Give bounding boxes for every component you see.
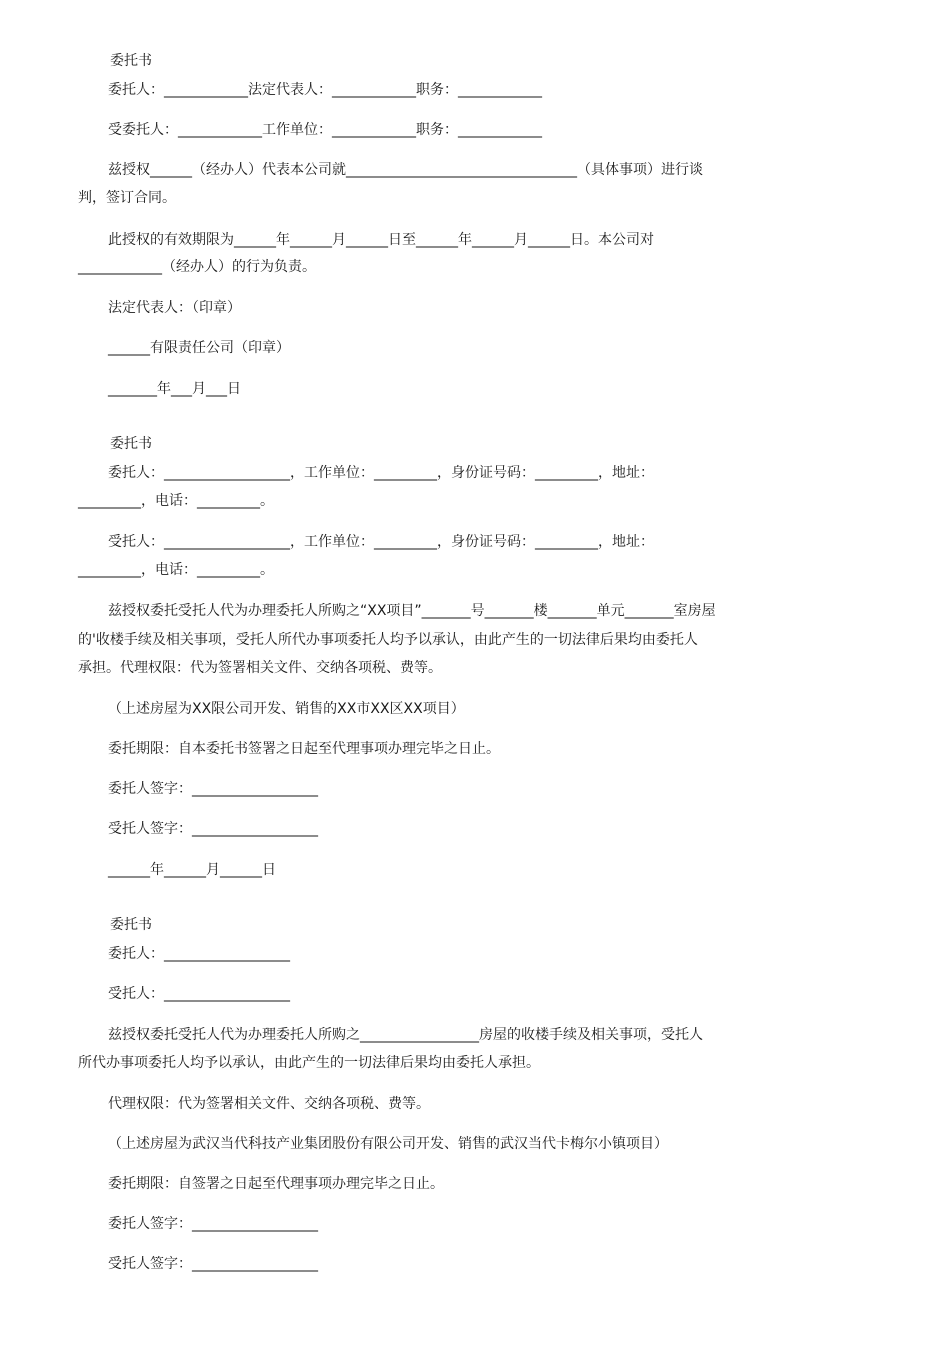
section3-body-line1: 兹授权委托受托人代为办理委托人所购之_________________房屋的收楼手续及相关事项，受托人 [108, 1027, 703, 1043]
section2-date: ______年______月______日 [108, 862, 276, 878]
section1-legal-rep: 法定代表人：（印章） [108, 300, 241, 316]
section2-agent-line2: _________，电话：_________。 [78, 562, 274, 578]
section2-body-line1: 兹授权委托受托人代为办理委托人所购之“XX项目”_______号_______楼_______单元_______室房屋 [108, 603, 716, 619]
section1-auth-line1: 兹授权______（经办人）代表本公司就_________________________________（具体事项）进行谈 [108, 162, 703, 178]
section1-company-seal: ______有限责任公司（印章） [108, 340, 290, 356]
section2-period: 委托期限：自本委托书签署之日起至代理事项办理完毕之日止。 [108, 741, 500, 757]
section3-agent-line: 受托人：__________________ [108, 986, 290, 1002]
section1-date: _______年___月___日 [108, 381, 241, 397]
section2-title: 委托书 [110, 436, 152, 452]
section3-note: （上述房屋为武汉当代科技产业集团股份有限公司开发、销售的武汉当代卡梅尔小镇项目） [108, 1136, 668, 1152]
section1-auth-line2: 判，签订合同。 [78, 190, 176, 206]
section2-principal-line2: _________，电话：_________。 [78, 493, 274, 509]
section1-agent-line: 受委托人：____________工作单位：____________职务：____________ [108, 122, 542, 138]
section1-validity-line2: ____________（经办人）的行为负责。 [78, 259, 316, 275]
section2-body-line2: 的'收楼手续及相关事项，受托人所代办事项委托人均予以承认，由此产生的一切法律后果均由委托人 [78, 632, 698, 648]
section3-scope: 代理权限：代为签署相关文件、交纳各项税、费等。 [108, 1096, 430, 1112]
section2-agent-line1: 受托人：__________________，工作单位：_________，身份证号码：_________，地址： [108, 534, 654, 550]
section3-body-line2: 所代办事项委托人均予以承认，由此产生的一切法律后果均由委托人承担。 [78, 1055, 540, 1071]
section3-principal-sign: 委托人签字：__________________ [108, 1216, 318, 1232]
section2-note: （上述房屋为XX限公司开发、销售的XX市XX区XX项目） [108, 701, 465, 717]
section2-principal-sign: 委托人签字：__________________ [108, 781, 318, 797]
section3-agent-sign: 受托人签字：__________________ [108, 1256, 318, 1272]
section1-validity-line1: 此授权的有效期限为______年______月______日至______年______月______日。本公司对 [108, 232, 654, 248]
section2-body-line3: 承担。代理权限：代为签署相关文件、交纳各项税、费等。 [78, 660, 442, 676]
section3-period: 委托期限：自签署之日起至代理事项办理完毕之日止。 [108, 1176, 444, 1192]
section1-principal-line: 委托人：____________法定代表人：____________职务：____________ [108, 82, 542, 98]
section3-title: 委托书 [110, 917, 152, 933]
section3-principal-line: 委托人：__________________ [108, 946, 290, 962]
section1-title: 委托书 [110, 53, 152, 69]
section2-principal-line1: 委托人：__________________，工作单位：_________，身份证号码：_________，地址： [108, 465, 654, 481]
section2-agent-sign: 受托人签字：__________________ [108, 821, 318, 837]
